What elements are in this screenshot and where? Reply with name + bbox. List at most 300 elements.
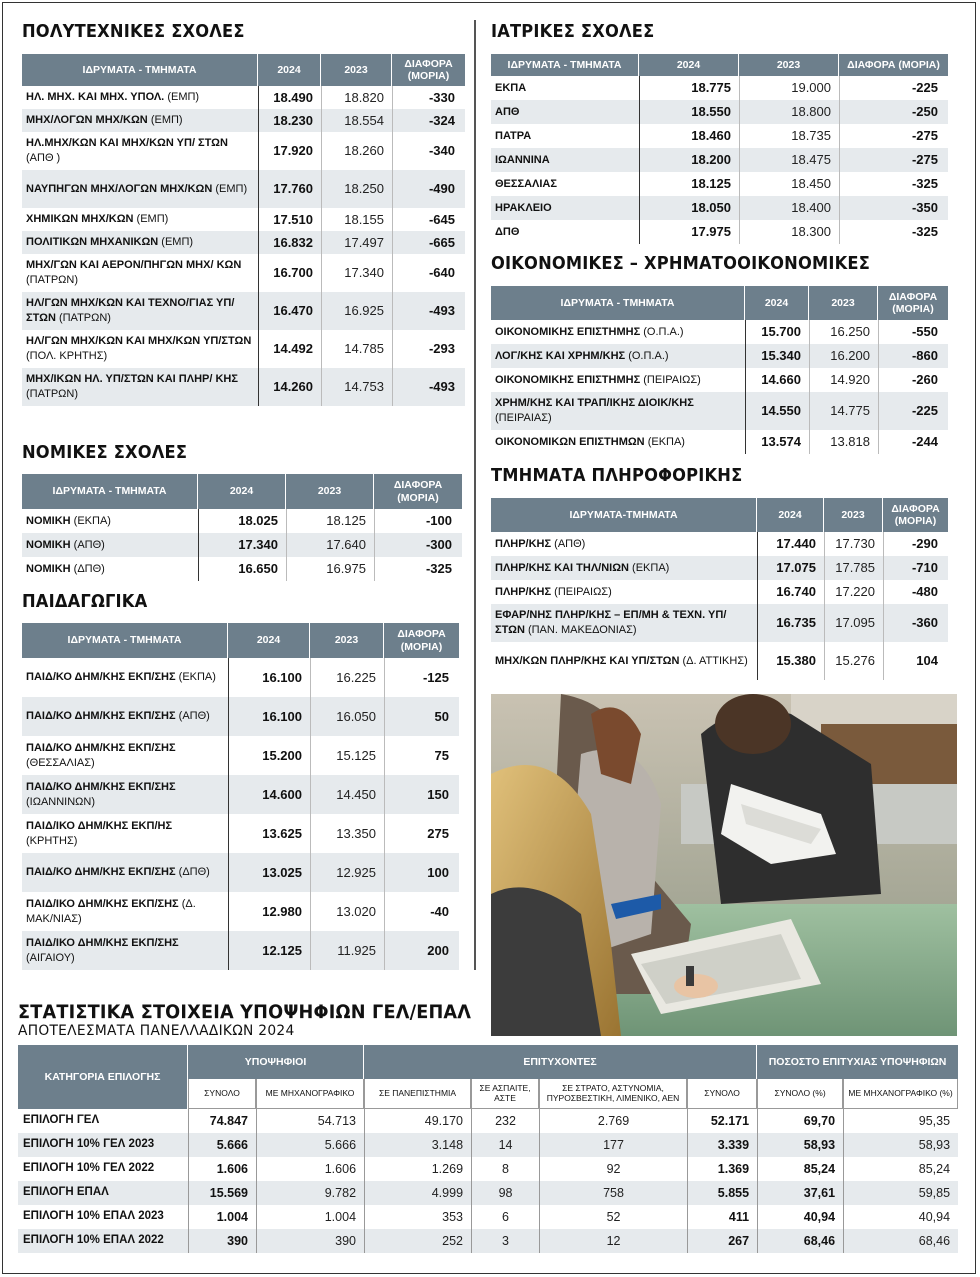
- score-2023: 14.775: [809, 392, 878, 430]
- law-table: [22, 474, 462, 581]
- score-2024: 13.025: [228, 853, 310, 892]
- success-rate: 40,94: [757, 1205, 843, 1229]
- score-difference: -860: [878, 344, 948, 368]
- table-row: [491, 100, 948, 124]
- score-2023: 13.020: [310, 892, 384, 931]
- table-row: [22, 86, 465, 109]
- institution-label: (ΠΑΝ. ΜΑΚΕΔΟΝΙΑΣ): [527, 624, 637, 636]
- success-rate: 37,61: [757, 1181, 843, 1205]
- score-2024: 16.832: [258, 231, 321, 254]
- year-2024-header: 2024: [228, 623, 310, 658]
- department-name: [22, 533, 198, 557]
- department-name: [491, 556, 757, 580]
- score-difference: -260: [878, 368, 948, 392]
- score-2024: 12.980: [228, 892, 310, 931]
- admitted-total: 3.339: [687, 1133, 757, 1157]
- table-row: [22, 509, 462, 533]
- pedagogy-table: [22, 623, 459, 970]
- table-row: [22, 892, 459, 931]
- subheader: ΣΕ ΣΤΡΑΤΟ, ΑΣΤΥΝΟΜΙΑ, ΠΥΡΟΣΒΕΣΤΙΚΗ, ΛΙΜΕΝΙΚΟ, ΑΕΝ: [539, 1079, 687, 1109]
- score-difference: -324: [392, 109, 465, 132]
- department-label: ΜΗΧ/ΓΩΝ ΚΑΙ ΑΕΡΟΝ/ΠΗΓΩΝ ΜΗΧ/ ΚΩΝ: [26, 259, 242, 272]
- score-2023: 17.640: [286, 533, 374, 557]
- score-2024: 18.490: [258, 86, 321, 109]
- department-label: ΝΟΜΙΚΗ: [26, 562, 71, 575]
- medical-table: [491, 54, 948, 244]
- admitted-army-police: 758: [539, 1181, 687, 1205]
- table-row: [18, 1205, 958, 1229]
- header-category: ΚΑΤΗΓΟΡΙΑ ΕΠΙΛΟΓΗΣ: [18, 1045, 188, 1109]
- department-label: ΝΟΜΙΚΗ: [26, 514, 71, 527]
- table-row: [491, 320, 948, 344]
- subheader: ΜΕ ΜΗΧΑΝΟΓΡΑΦΙΚΟ: [256, 1079, 364, 1109]
- table-row: [491, 172, 948, 196]
- section-informatics: [491, 466, 948, 680]
- table-row: [22, 931, 459, 970]
- candidates-with-form: 1.606: [256, 1157, 364, 1181]
- score-2023: 16.250: [809, 320, 878, 344]
- institution-label: (Δ. ΜΑΚ/ΝΙΑΣ): [26, 897, 196, 925]
- score-difference: -225: [839, 76, 948, 100]
- score-difference: -325: [839, 172, 948, 196]
- difference-header: ΔΙΑΦΟΡΑ (ΜΟΡΙΑ): [384, 623, 459, 658]
- department-label: ΗΡΑΚΛΕΙΟ: [495, 201, 552, 214]
- table-row: [491, 556, 948, 580]
- table-row: [22, 132, 465, 170]
- department-name: [22, 208, 258, 231]
- score-2023: 14.920: [809, 368, 878, 392]
- table-row: [22, 853, 459, 892]
- stats-subtitle: ΑΠΟΤΕΛΕΣΜΑΤΑ ΠΑΝΕΛΛΑΔΙΚΩΝ 2024: [18, 1023, 295, 1039]
- department-name: [491, 320, 745, 344]
- admitted-total: 52.171: [687, 1109, 757, 1133]
- department-name: [22, 697, 228, 736]
- score-2024: 18.230: [258, 109, 321, 132]
- score-2023: 18.800: [739, 100, 839, 124]
- year-2024-header: 2024: [258, 54, 321, 86]
- score-2024: 12.125: [228, 931, 310, 970]
- year-2023-header: 2023: [809, 286, 878, 320]
- department-label: ΧΡΗΜ/ΚΗΣ ΚΑΙ ΤΡΑΠ/ΙΚΗΣ ΔΙΟΙΚ/ΚΗΣ: [495, 397, 694, 410]
- difference-header: ΔΙΑΦΟΡΑ (ΜΟΡΙΑ): [392, 54, 465, 86]
- score-2023: 18.260: [321, 132, 392, 170]
- score-2024: 18.550: [639, 100, 739, 124]
- table-row: [22, 231, 465, 254]
- category-name: ΕΠΙΛΟΓΗ 10% ΕΠΑΛ 2023: [23, 1210, 164, 1223]
- institution-label: (ΑΠΘ): [73, 538, 105, 551]
- department-label: ΠΑΙΔ/ΚΟ ΔΗΜ/ΚΗΣ ΕΚΠ/ΣΗΣ: [26, 671, 176, 684]
- department-name: [491, 148, 639, 172]
- section-title: ΠΟΛΥΤΕΧΝΙΚΕΣ ΣΧΟΛΕΣ: [22, 22, 245, 42]
- candidates-with-form: 9.782: [256, 1181, 364, 1205]
- institution-label: (ΔΠΘ): [73, 562, 105, 575]
- header-success-rate: ΠΟΣΟΣΤΟ ΕΠΙΤΥΧΙΑΣ ΥΠΟΨΗΦΙΩΝ: [757, 1045, 958, 1079]
- institution-label: (ΠΕΙΡΑΙΩΣ): [554, 585, 612, 598]
- department-name: [22, 368, 258, 406]
- year-2023-header: 2023: [321, 54, 392, 86]
- score-difference: -665: [392, 231, 465, 254]
- score-difference: -100: [374, 509, 462, 533]
- score-difference: 200: [384, 931, 459, 970]
- department-label: ΠΑΙΔ/ΙΚΟ ΔΗΜ/ΚΗΣ ΕΚΠ/ΣΗΣ: [26, 897, 179, 910]
- table-row: [491, 76, 948, 100]
- table-row: [18, 1157, 958, 1181]
- institution-label: (ΑΙΓΑΙΟΥ): [26, 951, 75, 964]
- score-2023: 15.125: [310, 736, 384, 775]
- candidates-total: 390: [188, 1229, 256, 1253]
- admitted-universities: 4.999: [364, 1181, 471, 1205]
- difference-header: ΔΙΑΦΟΡΑ (ΜΟΡΙΑ): [839, 54, 948, 76]
- subheader: ΣΕ ΠΑΝΕΠΙΣΤΗΜΙΑ: [364, 1079, 471, 1109]
- institution-label: (ΑΠΘ ): [26, 152, 61, 164]
- department-label: ΘΕΣΣΑΛΙΑΣ: [495, 177, 557, 190]
- score-2024: 17.510: [258, 208, 321, 231]
- category-name: ΕΠΙΛΟΓΗ 10% ΕΠΑΛ 2022: [18, 1229, 188, 1253]
- score-2024: 16.700: [258, 254, 321, 292]
- department-label: ΠΛΗΡ/ΚΗΣ: [495, 537, 552, 550]
- score-difference: 100: [384, 853, 459, 892]
- table-row: [22, 368, 465, 406]
- department-name: [491, 196, 639, 220]
- section-pedagogy: [22, 592, 459, 970]
- table-row: [491, 392, 948, 430]
- informatics-table: [491, 498, 948, 680]
- section-economics: [491, 254, 948, 454]
- institution-label: (ΠΑΤΡΩΝ): [26, 274, 79, 286]
- department-label: ΗΛ.ΜΗΧ/ΚΩΝ ΚΑΙ ΜΗΧ/ΚΩΝ ΥΠ/ ΣΤΩΝ: [26, 137, 228, 150]
- candidates-total: 1.004: [188, 1205, 256, 1229]
- department-label: ΔΠΘ: [495, 225, 520, 238]
- table-row: [491, 580, 948, 604]
- institution-header: ΙΔΡΥΜΑΤΑ - ΤΜΗΜΑΤΑ: [22, 54, 258, 86]
- department-name: [22, 736, 228, 775]
- admitted-universities: 1.269: [364, 1157, 471, 1181]
- score-difference: -645: [392, 208, 465, 231]
- score-2023: 14.753: [321, 368, 392, 406]
- table-row: [18, 1229, 958, 1253]
- score-2024: 14.550: [745, 392, 809, 430]
- institution-label: (ΕΜΠ): [161, 236, 194, 249]
- department-name: [491, 368, 745, 392]
- score-2024: 13.625: [228, 814, 310, 853]
- score-difference: -325: [839, 220, 948, 244]
- department-name: [491, 532, 757, 556]
- table-row: [22, 109, 465, 132]
- institution-label: (ΚΡΗΤΗΣ): [26, 834, 78, 847]
- candidates-total: 74.847: [188, 1109, 256, 1133]
- admitted-total: 1.369: [687, 1157, 757, 1181]
- score-2023: 18.125: [286, 509, 374, 533]
- score-difference: -293: [392, 330, 465, 368]
- table-row: [491, 642, 948, 680]
- department-name: [22, 775, 228, 814]
- score-2024: 14.660: [745, 368, 809, 392]
- institution-header: ΙΔΡΥΜΑΤΑ - ΤΜΗΜΑΤΑ: [491, 286, 745, 320]
- department-name: [22, 509, 198, 533]
- department-name: [491, 344, 745, 368]
- department-name: [22, 557, 198, 581]
- department-label: ΝΑΥΠΗΓΩΝ ΜΗΧ/ΛΟΓΩΝ ΜΗΧ/ΚΩΝ: [26, 182, 213, 195]
- department-name: [22, 853, 228, 892]
- score-2023: 18.300: [739, 220, 839, 244]
- table-row: [491, 368, 948, 392]
- polytechnic-table: [22, 54, 465, 406]
- score-2023: 16.975: [286, 557, 374, 581]
- category-name: ΕΠΙΛΟΓΗ ΕΠΑΛ: [18, 1181, 188, 1205]
- score-2023: 18.450: [739, 172, 839, 196]
- score-2024: 16.100: [228, 697, 310, 736]
- candidates-total: 5.666: [188, 1133, 256, 1157]
- column-divider: [474, 20, 476, 970]
- table-row: [491, 532, 948, 556]
- institution-label: (ΘΕΣΣΑΛΙΑΣ): [26, 756, 95, 769]
- section-title: ΠΑΙΔΑΓΩΓΙΚΑ: [22, 592, 148, 612]
- score-difference: -225: [878, 392, 948, 430]
- admitted-universities: 3.148: [364, 1133, 471, 1157]
- admitted-army-police: 92: [539, 1157, 687, 1181]
- score-2023: 17.785: [824, 556, 883, 580]
- score-2023: 18.155: [321, 208, 392, 231]
- score-difference: -550: [878, 320, 948, 344]
- header-candidates: ΥΠΟΨΗΦΙΟΙ: [188, 1045, 364, 1079]
- table-row: [22, 658, 459, 697]
- score-2023: 18.554: [321, 109, 392, 132]
- year-2024-header: 2024: [639, 54, 739, 76]
- score-2023: 16.225: [310, 658, 384, 697]
- score-2024: 16.650: [198, 557, 286, 581]
- year-2023-header: 2023: [310, 623, 384, 658]
- admitted-army-police: 2.769: [539, 1109, 687, 1133]
- department-label: ΧΗΜΙΚΩΝ ΜΗΧ/ΚΩΝ: [26, 213, 134, 226]
- section-law: [22, 443, 462, 581]
- score-difference: -710: [883, 556, 948, 580]
- section-title: ΤΜΗΜΑΤΑ ΠΛΗΡΟΦΟΡΙΚΗΣ: [491, 466, 743, 486]
- score-2024: 18.460: [639, 124, 739, 148]
- institution-label: (ΕΜΠ): [150, 114, 183, 127]
- institution-label: (ΠΟΛ. ΚΡΗΤΗΣ): [26, 350, 108, 362]
- score-2024: 16.735: [757, 604, 824, 642]
- table-row: [18, 1109, 958, 1133]
- admitted-universities: 49.170: [364, 1109, 471, 1133]
- success-rate-with-form: 40,94: [843, 1205, 958, 1229]
- score-difference: -490: [392, 170, 465, 208]
- score-2024: 18.125: [639, 172, 739, 196]
- institution-label: (ΕΜΠ): [215, 182, 248, 195]
- year-2023-header: 2023: [739, 54, 839, 76]
- score-difference: -244: [878, 430, 948, 454]
- institution-label: (Δ. ΑΤΤΙΚΗΣ): [682, 654, 748, 667]
- score-2023: 17.497: [321, 231, 392, 254]
- score-2024: 17.920: [258, 132, 321, 170]
- department-name: [491, 392, 745, 430]
- department-label: ΜΗΧ/ΙΚΩΝ ΗΛ. ΥΠ/ΣΤΩΝ ΚΑΙ ΠΛΗΡ/ ΚΗΣ: [26, 373, 238, 386]
- year-2024-header: 2024: [198, 474, 286, 509]
- admitted-aspaite: 8: [471, 1157, 539, 1181]
- department-label: ΕΚΠΑ: [495, 81, 527, 94]
- candidates-total: 1.606: [188, 1157, 256, 1181]
- department-label: ΠΑΙΔ/ΚΟ ΔΗΜ/ΚΗΣ ΕΚΠ/ΣΗΣ: [26, 780, 176, 793]
- admitted-aspaite: 3: [471, 1229, 539, 1253]
- score-difference: 104: [883, 642, 948, 680]
- score-difference: -350: [839, 196, 948, 220]
- subheader: ΣΥΝΟΛΟ: [188, 1079, 256, 1109]
- score-2024: 13.574: [745, 430, 809, 454]
- difference-header: ΔΙΑΦΟΡΑ (ΜΟΡΙΑ): [374, 474, 462, 509]
- department-name: [22, 132, 258, 170]
- score-2023: 13.818: [809, 430, 878, 454]
- table-row: [18, 1181, 958, 1205]
- department-name: [22, 292, 258, 330]
- score-2024: 15.200: [228, 736, 310, 775]
- department-label: ΗΛ/ΓΩΝ ΜΗΧ/ΚΩΝ ΚΑΙ ΜΗΧ/ΚΩΝ ΥΠ/ΣΤΩΝ: [26, 335, 252, 348]
- success-rate: 69,70: [757, 1109, 843, 1133]
- table-row: [491, 344, 948, 368]
- department-label: ΠΟΛΙΤΙΚΩΝ ΜΗΧΑΝΙΚΩΝ: [26, 236, 159, 249]
- score-2024: 15.380: [757, 642, 824, 680]
- subheader: ΣΥΝΟΛΟ: [687, 1079, 757, 1109]
- admitted-aspaite: 232: [471, 1109, 539, 1133]
- department-label: ΗΛ/ΓΩΝ ΜΗΧ/ΚΩΝ ΚΑΙ ΤΕΧΝΟ/ΓΙΑΣ ΥΠ/ΣΤΩΝ: [26, 297, 235, 324]
- score-difference: -250: [839, 100, 948, 124]
- stats-title: ΣΤΑΤΙΣΤΙΚΑ ΣΤΟΙΧΕΙΑ ΥΠΟΨΗΦΙΩΝ ΓΕΛ/ΕΠΑΛ: [18, 1001, 472, 1023]
- success-rate-with-form: 59,85: [843, 1181, 958, 1205]
- exam-classroom-photo: [491, 694, 957, 1036]
- subheader: ΣΕ ΑΣΠΑΙΤΕ, ΑΣΤΕ: [471, 1079, 539, 1109]
- year-2024-header: 2024: [745, 286, 809, 320]
- candidates-with-form: 1.004: [256, 1205, 364, 1229]
- candidates-total: 15.569: [188, 1181, 256, 1205]
- score-2023: 12.925: [310, 853, 384, 892]
- score-2024: 17.075: [757, 556, 824, 580]
- success-rate-with-form: 95,35: [843, 1109, 958, 1133]
- table-row: [491, 124, 948, 148]
- score-2024: 14.260: [258, 368, 321, 406]
- success-rate: 58,93: [757, 1133, 843, 1157]
- score-2023: 16.925: [321, 292, 392, 330]
- institution-label: (ΕΜΠ): [136, 213, 169, 226]
- department-label: ΟΙΚΟΝΟΜΙΚΗΣ ΕΠΙΣΤΗΜΗΣ: [495, 373, 641, 386]
- success-rate: 68,46: [757, 1229, 843, 1253]
- department-label: ΕΦΑΡ/ΝΗΣ ΠΛΗΡ/ΚΗΣ – ΕΠ/ΜΗ & ΤΕΧΝ. ΥΠ/ΣΤΩΝ: [495, 609, 727, 636]
- score-difference: -290: [883, 532, 948, 556]
- institution-label: (ΑΠΘ): [178, 710, 210, 723]
- table-row: [491, 430, 948, 454]
- score-difference: 75: [384, 736, 459, 775]
- department-name: [22, 931, 228, 970]
- institution-header: ΙΔΡΥΜΑΤΑ-ΤΜΗΜΑΤΑ: [491, 498, 757, 532]
- score-2024: 17.340: [198, 533, 286, 557]
- success-rate-with-form: 85,24: [843, 1157, 958, 1181]
- table-row: [491, 148, 948, 172]
- admitted-army-police: 52: [539, 1205, 687, 1229]
- admitted-army-police: 177: [539, 1133, 687, 1157]
- score-difference: -493: [392, 368, 465, 406]
- score-difference: 150: [384, 775, 459, 814]
- department-label: ΠΑΤΡΑ: [495, 129, 532, 142]
- section-medical: [491, 22, 948, 244]
- department-name: [22, 86, 258, 109]
- department-name: [491, 172, 639, 196]
- success-rate-with-form: 68,46: [843, 1229, 958, 1253]
- department-label: ΠΑΙΔ/ΚΟ ΔΗΜ/ΚΗΣ ΕΚΠ/ΣΗΣ: [26, 866, 176, 879]
- department-label: ΜΗΧ/ΛΟΓΩΝ ΜΗΧ/ΚΩΝ: [26, 114, 148, 127]
- table-row: [491, 220, 948, 244]
- score-2024: 18.775: [639, 76, 739, 100]
- difference-header: ΔΙΑΦΟΡΑ (ΜΟΡΙΑ): [878, 286, 948, 320]
- score-difference: -480: [883, 580, 948, 604]
- institution-label: (ΕΚΠΑ): [73, 514, 111, 527]
- table-row: [22, 697, 459, 736]
- department-name: [491, 580, 757, 604]
- score-2024: 17.760: [258, 170, 321, 208]
- category-name: ΕΠΙΛΟΓΗ 10% ΓΕΛ 2022: [23, 1162, 155, 1175]
- score-2023: 14.785: [321, 330, 392, 368]
- institution-label: (ΠΑΤΡΩΝ): [26, 388, 79, 400]
- department-label: ΠΑΙΔ/ΚΟ ΔΗΜ/ΚΗΣ ΕΚΠ/ΣΗΣ: [26, 710, 176, 723]
- department-name: [491, 220, 639, 244]
- success-rate: 85,24: [757, 1157, 843, 1181]
- score-2024: 16.100: [228, 658, 310, 697]
- department-name: [491, 124, 639, 148]
- year-2023-header: 2023: [824, 498, 883, 532]
- score-difference: -330: [392, 86, 465, 109]
- admitted-total: 267: [687, 1229, 757, 1253]
- score-2023: 18.820: [321, 86, 392, 109]
- admitted-universities: 353: [364, 1205, 471, 1229]
- year-2024-header: 2024: [757, 498, 824, 532]
- department-name: [491, 100, 639, 124]
- candidates-with-form: 54.713: [256, 1109, 364, 1133]
- score-2023: 14.450: [310, 775, 384, 814]
- department-label: ΜΗΧ/ΚΩΝ ΠΛΗΡ/ΚΗΣ ΚΑΙ ΥΠ/ΣΤΩΝ: [495, 654, 680, 667]
- score-2023: 18.250: [321, 170, 392, 208]
- department-label: ΙΩΑΝΝΙΝΑ: [495, 153, 550, 166]
- difference-header: ΔΙΑΦΟΡΑ (ΜΟΡΙΑ): [883, 498, 948, 532]
- score-2023: 17.095: [824, 604, 883, 642]
- table-row: [22, 254, 465, 292]
- department-label: ΗΛ. ΜΗΧ. ΚΑΙ ΜΗΧ. ΥΠΟΛ.: [26, 91, 165, 104]
- admitted-aspaite: 6: [471, 1205, 539, 1229]
- department-label: ΝΟΜΙΚΗ: [26, 538, 74, 551]
- admitted-universities: 252: [364, 1229, 471, 1253]
- department-label: ΠΑΙΔ/ΙΚΟ ΔΗΜ/ΚΗΣ ΕΚΠ/ΣΗΣ: [26, 936, 179, 949]
- department-name: [22, 109, 258, 132]
- department-name: [22, 892, 228, 931]
- institution-label: (ΕΚΠΑ): [178, 671, 216, 684]
- subheader: ΜΕ ΜΗΧΑΝΟΓΡΑΦΙΚΟ (%): [843, 1079, 958, 1109]
- table-row: [491, 604, 948, 642]
- score-difference: -40: [384, 892, 459, 931]
- institution-header: ΙΔΡΥΜΑΤΑ - ΤΜΗΜΑΤΑ: [491, 54, 639, 76]
- category-name: ΕΠΙΛΟΓΗ ΓΕΛ: [23, 1114, 100, 1127]
- score-2023: 17.220: [824, 580, 883, 604]
- score-2023: 15.276: [824, 642, 883, 680]
- admitted-aspaite: 98: [471, 1181, 539, 1205]
- institution-label: (ΠΑΤΡΩΝ): [58, 312, 111, 324]
- department-name: [22, 658, 228, 697]
- department-name: [22, 814, 228, 853]
- admitted-total: 411: [687, 1205, 757, 1229]
- department-name: [491, 76, 639, 100]
- score-2023: 17.730: [824, 532, 883, 556]
- section-polytechnic: [22, 22, 465, 406]
- table-row: [22, 736, 459, 775]
- department-label: ΠΛΗΡ/ΚΗΣ ΚΑΙ ΤΗΛ/ΝΙΩΝ: [495, 561, 629, 574]
- score-difference: -275: [839, 124, 948, 148]
- department-name: [22, 330, 258, 368]
- score-2024: 16.740: [757, 580, 824, 604]
- department-label: ΠΛΗΡ/ΚΗΣ: [495, 585, 552, 598]
